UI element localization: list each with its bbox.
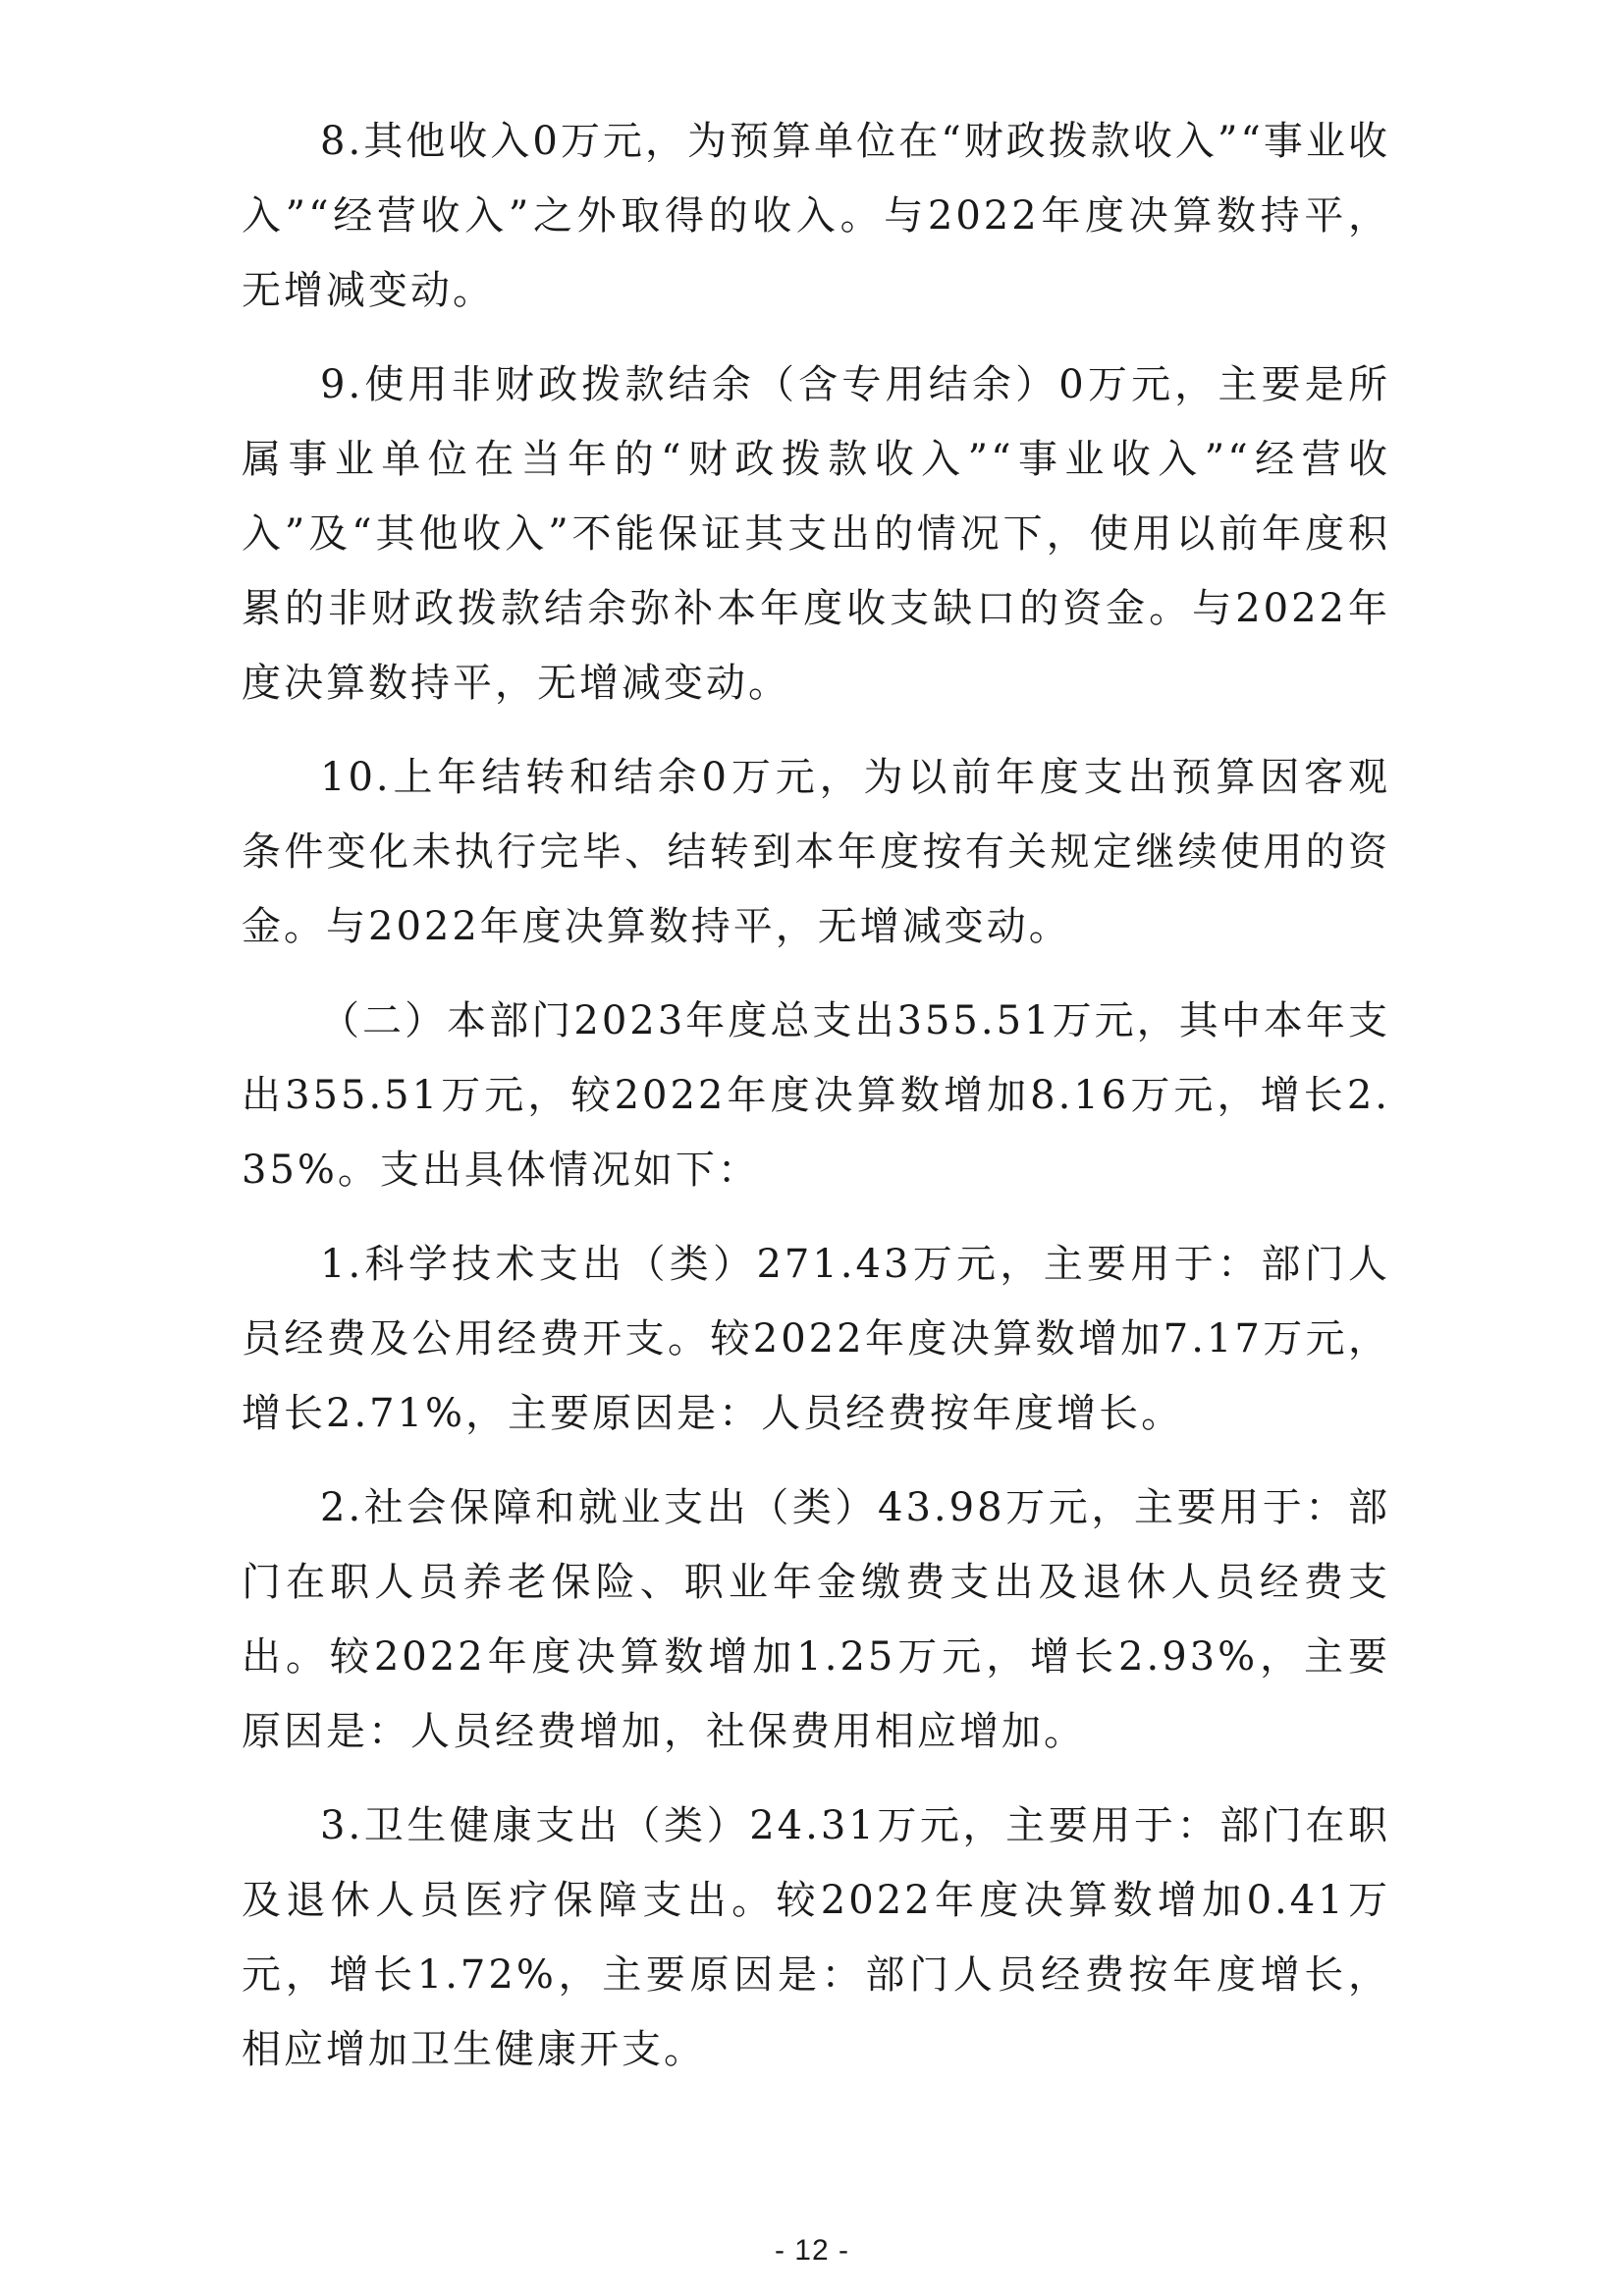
paragraph-science-technology: 1.科学技术支出（类）271.43万元，主要用于：部门人员经费及公用经费开支。较2022年度决算数增加7.17万元，增长2.71%，主要原因是：人员经费按年度增长。 bbox=[242, 1242, 1390, 1436]
body-text bbox=[242, 104, 1390, 2107]
paragraph-health: 3.卫生健康支出（类）24.31万元，主要用于：部门在职及退休人员医疗保障支出。较2022年度决算数增加0.41万元，增长1.72%，主要原因是：部门人员经费按年度增长，相应增加卫生健康开支。 bbox=[242, 1803, 1390, 2072]
page-number: - 12 - bbox=[774, 2234, 850, 2267]
paragraph-social-security: 2.社会保障和就业支出（类）43.98万元，主要用于：部门在职人员养老保险、职业年金缴费支出及退休人员经费支出。较2022年度决算数增加1.25万元，增长2.93%，主要原因是：人员经费增加，社保费用相应增加。 bbox=[242, 1485, 1390, 1754]
paragraph-total-expenditure: （二）本部门2023年度总支出355.51万元，其中本年支出355.51万元，较2022年度决算数增加8.16万元，增长2.35%。支出具体情况如下： bbox=[242, 998, 1390, 1193]
paragraph-other-income: 8.其他收入0万元，为预算单位在“财政拨款收入”“事业收入”“经营收入”之外取得的收入。与2022年度决算数持平，无增减变动。 bbox=[242, 119, 1390, 313]
paragraph-carryover-balance: 10.上年结转和结余0万元，为以前年度支出预算因客观条件变化未执行完毕、结转到本年度按有关规定继续使用的资金。与2022年度决算数持平，无增减变动。 bbox=[242, 755, 1390, 949]
paragraph-non-fiscal-surplus: 9.使用非财政拨款结余（含专用结余）0万元，主要是所属事业单位在当年的“财政拨款收入”“事业收入”“经营收入”及“其他收入”不能保证其支出的情况下，使用以前年度积累的非财政拨款结余弥补本年度收支缺口的资金。与2022年度决算数持平，无增减变动。 bbox=[242, 362, 1390, 706]
